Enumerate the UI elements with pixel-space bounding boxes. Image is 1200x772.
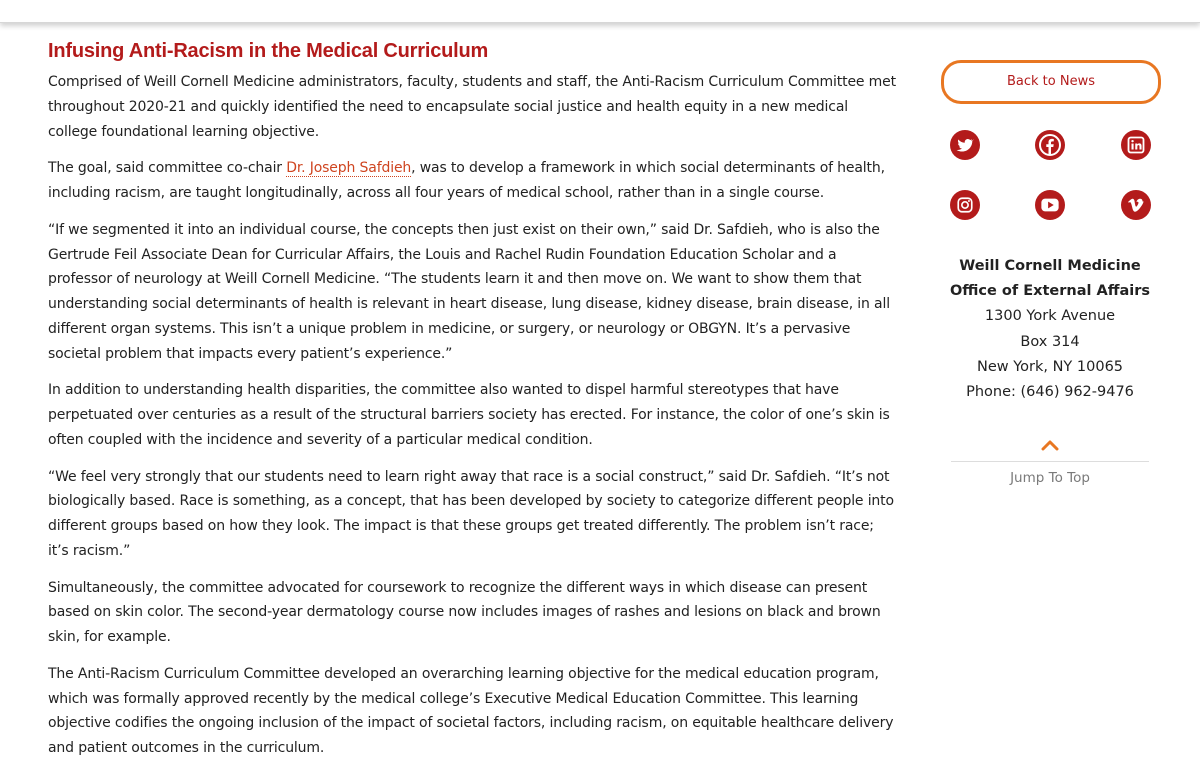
- linkedin-icon[interactable]: [1121, 130, 1151, 160]
- article: [48, 36, 898, 772]
- article-paragraph-4: In addition to understanding health disparities, the committee also wanted to dispel harmful stereotypes that have perpetuated over centuries as a result of the structural barriers society has erected. For instance, the color of one’s skin is often coupled with the incidence and severity of a particular medical condition.: [48, 382, 890, 448]
- article-title: Infusing Anti-Racism in the Medical Curriculum: [48, 40, 489, 62]
- article-paragraph-5: “We feel very strongly that our students need to learn right away that race is a social construct,” said Dr. Safdieh. “It’s not biologically based. Race is something, as a concept, that has been developed by society to categorize different people into different groups based on how they look. The impact is that these groups get treated differently. The problem isn’t race; it’s racism.”: [48, 468, 894, 559]
- paragraph-text: , was to develop a framework in which social determinants of health, including racism, are taught longitudinally, across all four years of medical school, rather than in a single course.: [48, 160, 885, 201]
- article-paragraph-7: The Anti-Racism Curriculum Committee developed an overarching learning objective for the medical education program, which was formally approved recently by the medical college’s Executive Medical Education Committee. This learning objective codifies the ongoing inclusion of the impact of societal factors, including racism, on equitable healthcare delivery and patient outcomes in the curriculum.: [48, 665, 894, 756]
- jump-to-top-link[interactable]: Jump To Top: [1010, 470, 1090, 487]
- youtube-icon[interactable]: [1035, 190, 1065, 220]
- vimeo-icon[interactable]: [1121, 190, 1151, 220]
- contact-phone: Phone: (646) 962-9476: [966, 384, 1134, 401]
- safdieh-profile-link[interactable]: Dr. Joseph Safdieh: [286, 160, 412, 177]
- paragraph-text: The goal, said committee co-chair: [48, 160, 287, 177]
- twitter-icon[interactable]: [950, 130, 980, 160]
- contact-city: New York, NY 10065: [976, 358, 1124, 375]
- instagram-icon[interactable]: [950, 190, 980, 220]
- jump-to-top[interactable]: [940, 437, 1160, 486]
- sidebar: [940, 60, 1160, 486]
- contact-street: 1300 York Avenue: [984, 308, 1116, 325]
- article-paragraph-1: Comprised of Weill Cornell Medicine administrators, faculty, students and staff, the Anti-Racism Curriculum Committee met throughout 2020-21 and quickly identified the need to encapsulate social justice and health equity in a new medical college foundational learning objective.: [48, 74, 896, 140]
- contact-org: Weill Cornell Medicine: [959, 258, 1141, 274]
- facebook-icon[interactable]: [1035, 130, 1065, 160]
- divider: [951, 461, 1149, 462]
- social-links: [940, 124, 1160, 254]
- back-to-news-button[interactable]: Back to News: [941, 60, 1161, 104]
- contact-box: Box 314: [1020, 333, 1080, 350]
- article-paragraph-3: “If we segmented it into an individual course, the concepts then just exist on their own,” said Dr. Safdieh, who is also the Gertrude Feil Associate Dean for Curricular Affairs, the Louis and Rachel Rudin Foundation Education Scholar and a professor of neurology at Weill Cornell Medicine. “The students learn it and then move on. We want to show them that understanding social determinants of health is relevant in heart disease, lung disease, kidney disease, brain disease, in all different organ systems. This isn’t a unique problem in medicine, or surgery, or neurology or OBGYN. It’s a pervasive societal problem that impacts every patient’s experience.”: [48, 221, 890, 362]
- contact-office: Office of External Affairs: [949, 283, 1151, 300]
- article-paragraph-2: [48, 156, 898, 206]
- top-header-bar: [0, 0, 1200, 23]
- chevron-up-icon[interactable]: [1041, 437, 1059, 453]
- article-paragraph-6: Simultaneously, the committee advocated for coursework to recognize the different ways in which disease can present based on skin color. The second-year dermatology course now includes images of rashes and lesions on black and brown skin, for example.: [48, 579, 881, 645]
- contact-info: [940, 254, 1160, 405]
